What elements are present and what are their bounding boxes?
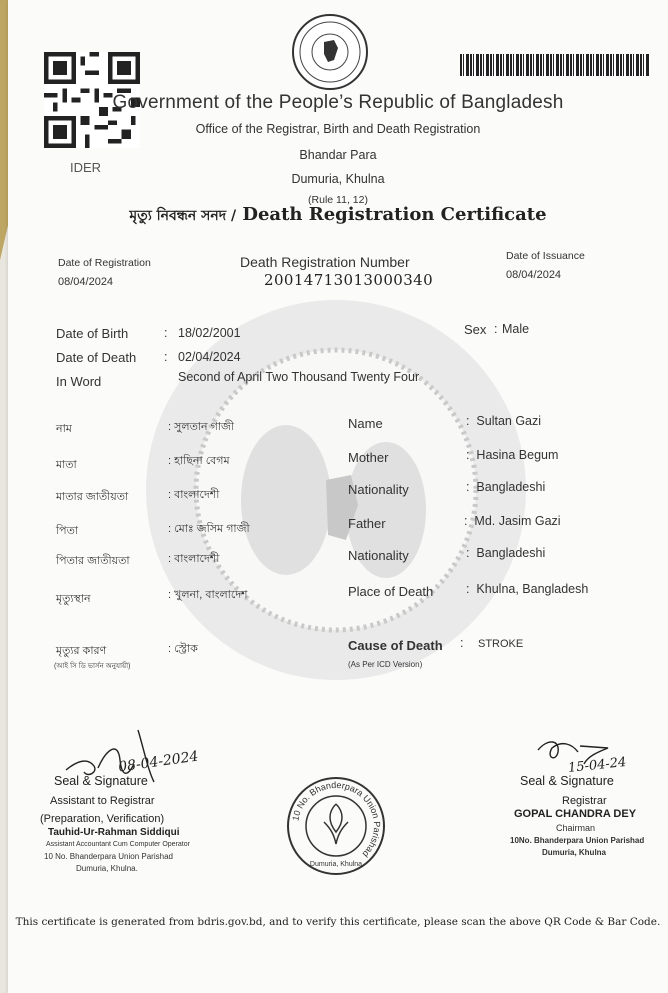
dob-colon: : xyxy=(164,326,168,340)
bn-name-value: : সুলতান গাজী xyxy=(168,421,235,433)
bn-father-nationality-value: : বাংলাদেশী xyxy=(168,553,220,565)
inword-value: Second of April Two Thousand Twenty Four xyxy=(178,370,420,384)
bn-mother-nationality-text: বাংলাদেশী xyxy=(174,489,220,501)
inword-label: In Word xyxy=(56,374,102,389)
bn-mother-text: হাছিনা বেগম xyxy=(174,455,230,467)
sex-colon: : xyxy=(494,322,498,336)
en-father-label: Father xyxy=(348,516,386,531)
stamp-bottom-text: Dumuria, Khulna xyxy=(309,861,363,868)
en-mother-nationality-value: : Bangladeshi xyxy=(466,480,546,494)
en-place-of-death-label: Place of Death xyxy=(348,584,434,599)
en-father-text: Md. Jasim Gazi xyxy=(474,514,561,528)
bn-father-label: পিতা xyxy=(56,525,79,537)
bn-name-text: সুলতান গাজী xyxy=(174,421,235,433)
certificate-title-en: Death Registration Certificate xyxy=(242,204,547,225)
rule-reference: (Rule 11, 12) xyxy=(308,194,368,206)
en-cause-note: (As Per ICD Version) xyxy=(348,660,423,669)
right-seal-label: Seal & Signature xyxy=(520,774,614,788)
certificate-paper xyxy=(8,0,668,993)
bn-father-text: মোঃ জসিম গাজী xyxy=(174,523,250,535)
address-line-2: Dumuria, Khulna xyxy=(291,172,385,186)
en-mother-nationality-label: Nationality xyxy=(348,482,409,497)
left-seal-label: Seal & Signature xyxy=(54,774,148,788)
bn-father-nationality-label: পিতার জাতীয়তা xyxy=(56,555,130,567)
left-place: Dumuria, Khulna. xyxy=(76,864,138,873)
date-of-registration-value: 08/04/2024 xyxy=(58,276,114,288)
en-mother-nationality-text: Bangladeshi xyxy=(476,480,546,494)
right-org: 10No. Bhanderpara Union Parishad xyxy=(510,836,645,845)
bn-father-nationality-text: বাংলাদেশী xyxy=(174,553,220,565)
en-mother-label: Mother xyxy=(348,450,389,465)
en-father-nationality-label: Nationality xyxy=(348,548,409,563)
bn-mother-nationality-value: : বাংলাদেশী xyxy=(168,489,220,501)
en-cause-value: STROKE xyxy=(478,638,524,650)
bn-cause-value: : স্ট্রোক xyxy=(168,643,198,655)
right-name: GOPAL CHANDRA DEY xyxy=(514,808,637,820)
ider-label: IDER xyxy=(70,160,102,175)
en-place-of-death-text: Khulna, Bangladesh xyxy=(476,582,589,596)
dod-label: Date of Death xyxy=(56,350,137,365)
en-cause-label: Cause of Death xyxy=(348,638,443,653)
certificate-title-bn: মৃত্যু নিবন্ধন সনদ / xyxy=(129,208,237,224)
bn-place-of-death-text: খুলনা, বাংলাদেশ xyxy=(174,589,248,601)
bn-mother-value: : হাছিনা বেগম xyxy=(168,455,230,467)
bn-cause-label: মৃত্যুর কারণ xyxy=(56,645,107,657)
registration-number-label: Death Registration Number xyxy=(240,254,410,270)
sex-value: Male xyxy=(502,322,530,336)
bn-father-value: : মোঃ জসিম গাজী xyxy=(168,523,250,535)
bn-place-of-death-label: মৃত্যুস্থান xyxy=(56,593,91,605)
union-parishad-stamp-icon xyxy=(284,774,388,878)
date-of-issuance-value: 08/04/2024 xyxy=(506,269,562,281)
certificate-title xyxy=(8,204,668,228)
dob-value: 18/02/2001 xyxy=(178,326,241,340)
en-cause-colon: : xyxy=(460,636,464,650)
bn-mother-label: মাতা xyxy=(56,459,77,471)
registration-number-value: 20014713013000340 xyxy=(264,271,434,289)
stamp-ring-text: 10 No. Bhanderpara Union Parishad xyxy=(290,779,383,860)
government-emblem-icon xyxy=(292,14,368,90)
en-place-of-death-value: : Khulna, Bangladesh xyxy=(466,582,589,596)
office-title: Office of the Registrar, Birth and Death Registration xyxy=(195,122,481,136)
footer-note: This certificate is generated from bdris.gov.bd, and to verify this certificate, please scan the above QR Code & Bar Code. xyxy=(15,916,661,928)
address-line-1: Bhandar Para xyxy=(299,148,377,162)
en-father-value: : Md. Jasim Gazi xyxy=(464,514,561,528)
bn-cause-note: (আই সি ডি ভার্সন অনুযায়ী) xyxy=(54,663,131,670)
dod-colon: : xyxy=(164,350,168,364)
right-signature-date: 15-04-24 xyxy=(567,754,628,777)
right-role: Registrar xyxy=(562,795,607,807)
bn-name-label: নাম xyxy=(56,423,72,435)
en-name-text: Sultan Gazi xyxy=(476,414,542,428)
en-mother-text: Hasina Begum xyxy=(476,448,559,462)
government-title: Government of the People’s Republic of Bangladesh xyxy=(112,92,564,113)
date-of-registration-label: Date of Registration xyxy=(58,257,151,269)
dod-value: 02/04/2024 xyxy=(178,350,241,364)
dob-label: Date of Birth xyxy=(56,326,129,341)
left-name: Tauhid-Ur-Rahman Siddiqui xyxy=(48,827,180,838)
left-role: Assistant to Registrar xyxy=(50,795,155,807)
bn-place-of-death-value: : খুলনা, বাংলাদেশ xyxy=(168,589,248,601)
sex-label: Sex xyxy=(464,322,487,337)
en-mother-value: : Hasina Begum xyxy=(466,448,559,462)
en-name-label: Name xyxy=(348,416,383,431)
left-role-2: (Preparation, Verification) xyxy=(40,813,165,825)
left-signature-date: 08-04-2024 xyxy=(117,748,200,776)
date-of-issuance-label: Date of Issuance xyxy=(506,250,585,262)
en-name-value: : Sultan Gazi xyxy=(466,414,542,428)
bn-cause-text: স্ট্রোক xyxy=(174,643,198,655)
left-org: 10 No. Bhanderpara Union Parishad xyxy=(44,852,173,861)
bn-mother-nationality-label: মাতার জাতীয়তা xyxy=(56,491,129,503)
en-father-nationality-text: Bangladeshi xyxy=(476,546,546,560)
barcode xyxy=(460,54,650,76)
right-designation: Chairman xyxy=(556,823,596,833)
left-designation: Assistant Accountant Cum Computer Operator xyxy=(46,841,190,848)
en-father-nationality-value: : Bangladeshi xyxy=(466,546,546,560)
right-place: Dumuria, Khulna xyxy=(542,848,607,857)
